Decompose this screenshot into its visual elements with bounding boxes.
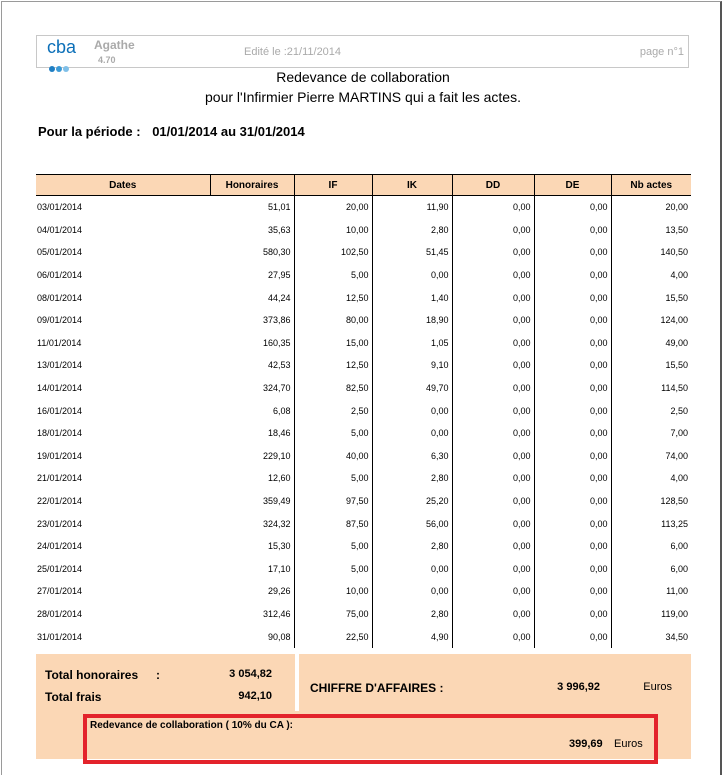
table-cell: 0,00 bbox=[372, 580, 452, 603]
table-cell: 124,00 bbox=[660, 315, 688, 326]
table-cell: 0,00 bbox=[534, 603, 611, 626]
table-row bbox=[36, 309, 691, 332]
chiffre-affaires-label: CHIFFRE D'AFFAIRES : bbox=[310, 681, 444, 695]
table-cell: 113,25 bbox=[661, 518, 688, 529]
table-body bbox=[36, 196, 691, 648]
report-title: Redevance de collaboration bbox=[276, 69, 450, 85]
table-row bbox=[36, 264, 691, 287]
total-honoraires-colon: : bbox=[156, 668, 160, 682]
table-cell: 22/01/2014 bbox=[37, 496, 83, 507]
table-cell: 20,00 bbox=[665, 202, 688, 213]
table-cell: 140,50 bbox=[660, 247, 688, 258]
table-cell: 0,00 bbox=[452, 580, 534, 603]
table-cell: 119,00 bbox=[661, 608, 688, 619]
edit-date: Edité le :21/11/2014 bbox=[244, 46, 342, 58]
table-cell: 373,86 bbox=[210, 309, 294, 332]
table-cell: 0,00 bbox=[534, 512, 611, 535]
table-cell: 5,00 bbox=[294, 422, 372, 445]
table-cell: 12,50 bbox=[294, 286, 372, 309]
table-cell: 10,00 bbox=[294, 580, 372, 603]
table-cell: 18/01/2014 bbox=[37, 428, 83, 439]
table-cell: 0,00 bbox=[372, 399, 452, 422]
table-cell: 0,00 bbox=[452, 241, 534, 264]
table-cell: 40,00 bbox=[294, 445, 372, 468]
table-cell: 05/01/2014 bbox=[37, 247, 83, 258]
period-label: Pour la période : bbox=[38, 124, 141, 139]
table-cell: 5,00 bbox=[294, 558, 372, 581]
table-row bbox=[36, 625, 691, 648]
table-cell: 2,80 bbox=[372, 219, 452, 242]
total-frais-value: 942,10 bbox=[238, 690, 272, 702]
table-cell: 0,00 bbox=[534, 535, 611, 558]
table-row bbox=[36, 490, 691, 513]
table-cell: 2,50 bbox=[670, 405, 688, 416]
table-cell: 0,00 bbox=[452, 309, 534, 332]
table-cell: 324,32 bbox=[210, 512, 294, 535]
table-row bbox=[36, 219, 691, 242]
table-cell: 6,08 bbox=[210, 399, 294, 422]
table-cell: 0,00 bbox=[452, 512, 534, 535]
table-cell: 0,00 bbox=[372, 264, 452, 287]
table-cell: 17,10 bbox=[210, 558, 294, 581]
table-cell: 0,00 bbox=[372, 558, 452, 581]
table-row bbox=[36, 196, 691, 219]
table-cell: 27/01/2014 bbox=[37, 586, 83, 597]
total-honoraires-value: 3 054,82 bbox=[229, 668, 272, 680]
table-cell: 82,50 bbox=[294, 377, 372, 400]
table-cell: 102,50 bbox=[294, 241, 372, 264]
table-cell: 27,95 bbox=[210, 264, 294, 287]
table-row bbox=[36, 467, 691, 490]
table-cell: 160,35 bbox=[210, 332, 294, 355]
table-row bbox=[36, 399, 691, 422]
cba-logo bbox=[45, 39, 85, 67]
table-cell: 0,00 bbox=[534, 286, 611, 309]
table-cell: 324,70 bbox=[210, 377, 294, 400]
table-cell: 9,10 bbox=[372, 354, 452, 377]
table-cell: 18,90 bbox=[372, 309, 452, 332]
table-cell: 90,08 bbox=[210, 625, 294, 648]
table-cell: 0,00 bbox=[452, 264, 534, 287]
redevance-value: 399,69 bbox=[569, 738, 603, 750]
table-cell: 04/01/2014 bbox=[37, 224, 83, 235]
table-cell: 312,46 bbox=[210, 603, 294, 626]
table-cell: 359,49 bbox=[210, 490, 294, 513]
table-cell: 06/01/2014 bbox=[37, 270, 83, 281]
table-cell: 2,80 bbox=[372, 467, 452, 490]
chiffre-affaires-currency: Euros bbox=[643, 681, 672, 693]
table-cell: 0,00 bbox=[452, 490, 534, 513]
table-cell: 56,00 bbox=[372, 512, 452, 535]
table-cell: 1,05 bbox=[372, 332, 452, 355]
table-cell: 0,00 bbox=[534, 264, 611, 287]
table-cell: 0,00 bbox=[534, 219, 611, 242]
table-cell: 28/01/2014 bbox=[37, 608, 83, 619]
table-cell: 0,00 bbox=[452, 467, 534, 490]
table-cell: 0,00 bbox=[534, 558, 611, 581]
table-cell: 08/01/2014 bbox=[37, 292, 83, 303]
table-cell: 114,50 bbox=[661, 383, 688, 394]
table-cell: 0,00 bbox=[534, 309, 611, 332]
table-cell: 0,00 bbox=[372, 422, 452, 445]
table-cell: 18,46 bbox=[210, 422, 294, 445]
table-cell: 4,00 bbox=[670, 270, 688, 281]
table-cell: 2,50 bbox=[294, 399, 372, 422]
table-cell: 5,00 bbox=[294, 535, 372, 558]
table-header bbox=[36, 175, 691, 196]
table-cell: 14/01/2014 bbox=[37, 383, 83, 394]
table-cell: 19/01/2014 bbox=[37, 450, 83, 461]
table-cell: 13/01/2014 bbox=[37, 360, 83, 371]
table-cell: 29,26 bbox=[210, 580, 294, 603]
table-row bbox=[36, 603, 691, 626]
table-cell: 87,50 bbox=[294, 512, 372, 535]
table-cell: 0,00 bbox=[534, 377, 611, 400]
table-cell: 51,01 bbox=[210, 196, 294, 219]
table-cell: 0,00 bbox=[452, 535, 534, 558]
column-header: Honoraires bbox=[210, 175, 294, 196]
table-cell: 15,50 bbox=[665, 292, 688, 303]
table-cell: 22,50 bbox=[294, 625, 372, 648]
table-cell: 0,00 bbox=[452, 377, 534, 400]
table-cell: 42,53 bbox=[210, 354, 294, 377]
table-cell: 0,00 bbox=[452, 332, 534, 355]
acts-table bbox=[36, 174, 691, 648]
column-header: IF bbox=[294, 175, 372, 196]
table-cell: 34,50 bbox=[665, 631, 688, 642]
summary-divider bbox=[295, 654, 299, 711]
table-cell: 12,60 bbox=[210, 467, 294, 490]
table-cell: 6,00 bbox=[670, 541, 688, 552]
table-cell: 25/01/2014 bbox=[37, 563, 83, 574]
table-cell: 128,50 bbox=[660, 496, 688, 507]
table-row bbox=[36, 332, 691, 355]
redevance-currency: Euros bbox=[614, 738, 643, 750]
table-cell: 0,00 bbox=[452, 196, 534, 219]
table-cell: 25,20 bbox=[372, 490, 452, 513]
report-header bbox=[36, 35, 689, 68]
table-cell: 0,00 bbox=[534, 241, 611, 264]
table-cell: 12,50 bbox=[294, 354, 372, 377]
table-cell: 580,30 bbox=[210, 241, 294, 264]
column-header: IK bbox=[372, 175, 452, 196]
table-cell: 0,00 bbox=[534, 422, 611, 445]
table-cell: 44,24 bbox=[210, 286, 294, 309]
table-cell: 0,00 bbox=[452, 422, 534, 445]
period bbox=[38, 124, 305, 139]
table-cell: 49,70 bbox=[372, 377, 452, 400]
table-cell: 6,00 bbox=[670, 563, 688, 574]
table-cell: 0,00 bbox=[452, 558, 534, 581]
table-cell: 11/01/2014 bbox=[37, 337, 82, 348]
table-cell: 0,00 bbox=[534, 445, 611, 468]
table-cell: 7,00 bbox=[670, 428, 688, 439]
table-cell: 35,63 bbox=[210, 219, 294, 242]
table-cell: 11,90 bbox=[372, 196, 452, 219]
table-cell: 10,00 bbox=[294, 219, 372, 242]
table-cell: 0,00 bbox=[534, 332, 611, 355]
table-cell: 0,00 bbox=[534, 625, 611, 648]
table-cell: 09/01/2014 bbox=[37, 315, 83, 326]
table-cell: 4,00 bbox=[670, 473, 688, 484]
column-header: DE bbox=[534, 175, 611, 196]
table-cell: 0,00 bbox=[452, 286, 534, 309]
table-cell: 4,90 bbox=[372, 625, 452, 648]
table-cell: 2,80 bbox=[372, 535, 452, 558]
table-cell: 75,00 bbox=[294, 603, 372, 626]
table-cell: 0,00 bbox=[534, 354, 611, 377]
table-row bbox=[36, 422, 691, 445]
table-cell: 24/01/2014 bbox=[37, 541, 83, 552]
period-value: 01/01/2014 au 31/01/2014 bbox=[152, 124, 305, 139]
page-number: page n°1 bbox=[639, 46, 684, 58]
table-cell: 2,80 bbox=[372, 603, 452, 626]
app-version: 4.70 bbox=[98, 55, 116, 65]
table-cell: 31/01/2014 bbox=[37, 631, 83, 642]
table-cell: 229,10 bbox=[210, 445, 294, 468]
table-row bbox=[36, 286, 691, 309]
table-cell: 15,30 bbox=[210, 535, 294, 558]
logo-text: cba bbox=[47, 37, 77, 57]
table-row bbox=[36, 241, 691, 264]
table-cell: 0,00 bbox=[534, 467, 611, 490]
redevance-highlight-box bbox=[83, 714, 658, 764]
table-cell: 74,00 bbox=[665, 450, 688, 461]
table-row bbox=[36, 377, 691, 400]
table-cell: 6,30 bbox=[372, 445, 452, 468]
chiffre-affaires-value: 3 996,92 bbox=[557, 681, 600, 693]
table-cell: 80,00 bbox=[294, 309, 372, 332]
table-cell: 49,00 bbox=[665, 337, 688, 348]
table-cell: 16/01/2014 bbox=[37, 405, 83, 416]
table-cell: 51,45 bbox=[372, 241, 452, 264]
table-cell: 03/01/2014 bbox=[37, 202, 83, 213]
table-row bbox=[36, 445, 691, 468]
table-cell: 0,00 bbox=[452, 625, 534, 648]
table-row bbox=[36, 580, 691, 603]
column-header: Nb actes bbox=[611, 175, 691, 196]
column-header: DD bbox=[452, 175, 534, 196]
report-subtitle: pour l'Infirmier Pierre MARTINS qui a fait les actes. bbox=[205, 89, 521, 105]
table-row bbox=[36, 354, 691, 377]
table-cell: 13,50 bbox=[665, 224, 688, 235]
table-cell: 5,00 bbox=[294, 264, 372, 287]
table-cell: 11,00 bbox=[666, 586, 688, 597]
table-cell: 15,50 bbox=[665, 360, 688, 371]
table-cell: 20,00 bbox=[294, 196, 372, 219]
table-cell: 0,00 bbox=[452, 603, 534, 626]
table-cell: 0,00 bbox=[452, 445, 534, 468]
table-cell: 97,50 bbox=[294, 490, 372, 513]
table-cell: 15,00 bbox=[294, 332, 372, 355]
table-cell: 0,00 bbox=[452, 354, 534, 377]
table-cell: 21/01/2014 bbox=[37, 473, 83, 484]
column-header: Dates bbox=[36, 175, 210, 196]
table-cell: 0,00 bbox=[452, 219, 534, 242]
table-cell: 0,00 bbox=[534, 490, 611, 513]
table-cell: 0,00 bbox=[452, 399, 534, 422]
table-cell: 5,00 bbox=[294, 467, 372, 490]
table-cell: 23/01/2014 bbox=[37, 518, 83, 529]
table-cell: 0,00 bbox=[534, 399, 611, 422]
table-cell: 0,00 bbox=[534, 580, 611, 603]
table-cell: 1,40 bbox=[372, 286, 452, 309]
redevance-label: Redevance de collaboration ( 10% du CA ): bbox=[90, 720, 294, 731]
table-cell: 0,00 bbox=[534, 196, 611, 219]
app-name: Agathe bbox=[94, 38, 135, 52]
table-row bbox=[36, 535, 691, 558]
table-row bbox=[36, 512, 691, 535]
table-row bbox=[36, 558, 691, 581]
total-honoraires-label: Total honoraires bbox=[45, 668, 139, 682]
total-frais-label: Total frais bbox=[45, 690, 102, 704]
